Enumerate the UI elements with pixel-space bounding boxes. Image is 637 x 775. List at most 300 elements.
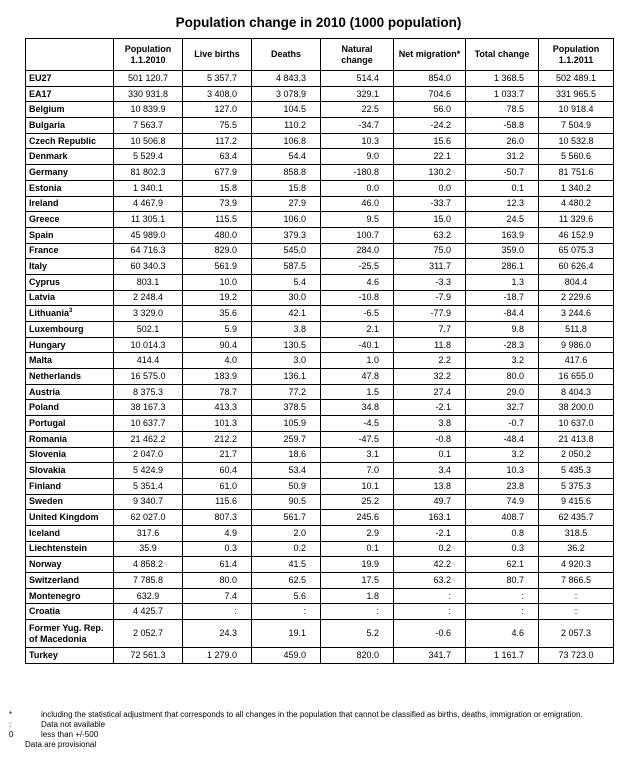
value-cell: -4.5 [321,416,394,432]
country-name: Austria [29,386,61,397]
value-cell: 820.0 [321,648,394,664]
value-cell: 0.2 [394,541,466,557]
value-cell: 62 027.0 [114,510,183,526]
country-cell [26,133,114,149]
value-cell: 21.7 [183,447,252,463]
value-cell: -48.4 [466,431,539,447]
value-cell: 10 506.8 [114,133,183,149]
country-cell [26,196,114,212]
value-cell: 46 152.9 [539,227,614,243]
value-cell: 704.6 [394,86,466,102]
footnote-symbol: * [9,710,13,719]
value-cell: 3 408.0 [183,86,252,102]
footnotes [9,710,620,750]
country-name: Spain [29,229,54,240]
value-cell: 75.0 [394,243,466,259]
country-cell [26,400,114,416]
table-row [26,274,614,290]
value-cell: 511.8 [539,322,614,338]
value-cell: 1 033.7 [466,86,539,102]
country-cell [26,227,114,243]
value-cell: 7 563.7 [114,118,183,134]
value-cell: 3 329.0 [114,306,183,322]
value-cell: 9 340.7 [114,494,183,510]
value-cell: 318.5 [539,525,614,541]
country-name: Slovenia [29,449,67,460]
country-name: Luxembourg [29,323,84,334]
value-cell: 74.9 [466,494,539,510]
footnote [9,730,620,740]
value-cell: 24.3 [183,620,252,648]
country-cell [26,212,114,228]
country-name: Croatia [29,606,61,617]
country-cell [26,306,114,322]
value-cell: 105.9 [252,416,321,432]
country-cell [26,604,114,620]
country-name: Ireland [29,198,59,209]
table-row [26,322,614,338]
value-cell: 3.8 [252,322,321,338]
table-row [26,573,614,589]
country-name: Italy [29,261,48,272]
value-cell: : [466,604,539,620]
value-cell: 42.2 [394,557,466,573]
value-cell: 0.2 [252,541,321,557]
value-cell: 4.0 [183,353,252,369]
value-cell: 545.0 [252,243,321,259]
country-name: Greece [29,214,60,225]
value-cell: 3.0 [252,353,321,369]
country-name: Slovakia [29,465,66,476]
value-cell: 329.1 [321,86,394,102]
value-cell: 10 839.9 [114,102,183,118]
value-cell: -84.4 [466,306,539,322]
value-cell: 130.5 [252,337,321,353]
country-name: Malta [29,355,53,366]
value-cell: 50.9 [252,478,321,494]
country-cell [26,510,114,526]
value-cell: 7 785.8 [114,573,183,589]
value-cell: 63.4 [183,149,252,165]
country-name: Cyprus [29,276,61,287]
value-cell: 0.3 [466,541,539,557]
column-header: Live births [183,39,252,71]
value-cell: 3.4 [394,463,466,479]
value-cell: -2.1 [394,525,466,541]
table-row [26,165,614,181]
value-cell: 77.2 [252,384,321,400]
country-name: United Kingdom [29,512,99,523]
table-row [26,133,614,149]
value-cell: -40.1 [321,337,394,353]
country-name: Estonia [29,182,62,193]
value-cell: : [539,588,614,604]
country-cell [26,353,114,369]
table-row [26,541,614,557]
footnote [9,710,620,720]
footnote-text: including the statistical adjustment that corresponds to all changes in the population that cannot be classified as births, deaths, immigration or emigration. [41,710,583,719]
value-cell: 101.3 [183,416,252,432]
value-cell: 1 161.7 [466,648,539,664]
value-cell: 2.0 [252,525,321,541]
value-cell: 90.4 [183,337,252,353]
country-cell [26,431,114,447]
value-cell: 4 843.3 [252,71,321,87]
value-cell: 4.9 [183,525,252,541]
value-cell: 317.6 [114,525,183,541]
country-cell [26,180,114,196]
value-cell: -25.5 [321,259,394,275]
table-row [26,353,614,369]
value-cell: 19.1 [252,620,321,648]
value-cell: 1.0 [321,353,394,369]
value-cell: -7.9 [394,290,466,306]
value-cell: 64 716.3 [114,243,183,259]
country-name: Iceland [29,527,61,538]
value-cell: 80.7 [466,573,539,589]
country-cell [26,447,114,463]
value-cell: -24.2 [394,118,466,134]
value-cell: 47.8 [321,369,394,385]
value-cell: 15.8 [252,180,321,196]
value-cell: -180.8 [321,165,394,181]
value-cell: 480.0 [183,227,252,243]
value-cell: -34.7 [321,118,394,134]
value-cell: 803.1 [114,274,183,290]
value-cell: 459.0 [252,648,321,664]
value-cell: 163.9 [466,227,539,243]
value-cell: 1 279.0 [183,648,252,664]
value-cell: -0.7 [466,416,539,432]
value-cell: 31.2 [466,149,539,165]
value-cell: 10 014.3 [114,337,183,353]
value-cell: 0.1 [321,541,394,557]
value-cell: 2 057.3 [539,620,614,648]
value-cell: 73 723.0 [539,648,614,664]
value-cell: 3.2 [466,447,539,463]
country-name: France [29,245,59,256]
column-header [26,39,114,71]
country-cell [26,290,114,306]
value-cell: 19.2 [183,290,252,306]
value-cell: -28.3 [466,337,539,353]
value-cell: 9.8 [466,322,539,338]
value-cell: -2.1 [394,400,466,416]
table-row [26,447,614,463]
value-cell: 561.9 [183,259,252,275]
value-cell: 10 918.4 [539,102,614,118]
country-cell [26,86,114,102]
value-cell: 78.5 [466,102,539,118]
value-cell: 53.4 [252,463,321,479]
value-cell: 38 200.0 [539,400,614,416]
value-cell: 3.2 [466,353,539,369]
value-cell: 35.9 [114,541,183,557]
value-cell: -10.8 [321,290,394,306]
country-cell [26,620,114,648]
footnote [9,720,620,730]
table-row [26,227,614,243]
country-cell [26,71,114,87]
value-cell: 29.0 [466,384,539,400]
country-name: Turkey [29,649,58,660]
value-cell: 62.1 [466,557,539,573]
country-cell [26,588,114,604]
value-cell: 22.5 [321,102,394,118]
value-cell: 26.0 [466,133,539,149]
value-cell: 5 375.3 [539,478,614,494]
value-cell: 81 802.3 [114,165,183,181]
value-cell: 115.5 [183,212,252,228]
value-cell: -0.6 [394,620,466,648]
value-cell: 286.1 [466,259,539,275]
value-cell: 60.4 [183,463,252,479]
value-cell: 110.2 [252,118,321,134]
value-cell: -33.7 [394,196,466,212]
value-cell: 15.6 [394,133,466,149]
table-row [26,369,614,385]
country-name: Denmark [29,151,68,162]
value-cell: 130.2 [394,165,466,181]
value-cell: 65 075.3 [539,243,614,259]
value-cell: 11.8 [394,337,466,353]
value-cell: 41.5 [252,557,321,573]
value-cell: 9.0 [321,149,394,165]
value-cell: 16 575.0 [114,369,183,385]
table-header [26,39,614,71]
value-cell: 117.2 [183,133,252,149]
value-cell: 330 931.8 [114,86,183,102]
value-cell: -77.9 [394,306,466,322]
value-cell: -18.7 [466,290,539,306]
country-cell [26,149,114,165]
value-cell: 61.4 [183,557,252,573]
value-cell: : [539,604,614,620]
value-cell: 2.9 [321,525,394,541]
value-cell: 2.2 [394,353,466,369]
footnote-symbol: 0 [9,730,14,739]
column-header: Population 1.1.2011 [539,39,614,71]
value-cell: 35.6 [183,306,252,322]
value-cell: 0.8 [466,525,539,541]
footnote-symbol: : [9,720,12,729]
value-cell: 60 626.4 [539,259,614,275]
country-name: Poland [29,402,60,413]
country-cell [26,525,114,541]
country-cell [26,322,114,338]
table-row [26,102,614,118]
value-cell: 4 920.3 [539,557,614,573]
value-cell: 2 052.7 [114,620,183,648]
value-cell: 115.6 [183,494,252,510]
population-table [25,38,614,664]
value-cell: -0.8 [394,431,466,447]
value-cell: 4 858.2 [114,557,183,573]
value-cell: 212.2 [183,431,252,447]
value-cell: 3.8 [394,416,466,432]
value-cell: 311.7 [394,259,466,275]
value-cell: 632.9 [114,588,183,604]
country-cell [26,573,114,589]
value-cell: 183.9 [183,369,252,385]
country-name: Sweden [29,496,64,507]
table-row [26,306,614,322]
value-cell: 7.4 [183,588,252,604]
value-cell: 136.1 [252,369,321,385]
value-cell: 80.0 [466,369,539,385]
table-row [26,431,614,447]
value-cell: 46.0 [321,196,394,212]
value-cell: 45 989.0 [114,227,183,243]
value-cell: 807.3 [183,510,252,526]
value-cell: 21 413.8 [539,431,614,447]
value-cell: 10 637.0 [539,416,614,432]
value-cell: 7.0 [321,463,394,479]
value-cell: 9.5 [321,212,394,228]
footnote [25,740,620,750]
country-cell [26,463,114,479]
value-cell: 63.2 [394,573,466,589]
footnote-text: less than +/-500 [41,730,99,739]
value-cell: 17.5 [321,573,394,589]
value-cell: 106.8 [252,133,321,149]
value-cell: 10 532.8 [539,133,614,149]
value-cell: 21 462.2 [114,431,183,447]
country-name: Czech Republic [29,135,97,146]
value-cell: 11 329.6 [539,212,614,228]
value-cell: 5.4 [252,274,321,290]
table-row [26,196,614,212]
value-cell: 5 529.4 [114,149,183,165]
value-cell: 63.2 [394,227,466,243]
value-cell: 15.8 [183,180,252,196]
value-cell: 587.5 [252,259,321,275]
country-name: Hungary [29,339,66,350]
country-name: Latvia [29,292,56,303]
column-header: Net migration* [394,39,466,71]
value-cell: 25.2 [321,494,394,510]
value-cell: 75.5 [183,118,252,134]
value-cell: 413.3 [183,400,252,416]
value-cell: 23.8 [466,478,539,494]
value-cell: 49.7 [394,494,466,510]
table-row [26,180,614,196]
value-cell: 8 375.3 [114,384,183,400]
country-name: Liechtenstein [29,543,88,554]
value-cell: 10.3 [466,463,539,479]
country-name: Switzerland [29,574,80,585]
value-cell: 359.0 [466,243,539,259]
table-row [26,604,614,620]
value-cell: : [183,604,252,620]
country-cell [26,648,114,664]
country-name: Portugal [29,417,66,428]
value-cell: 4.6 [321,274,394,290]
value-cell: 331 965.5 [539,86,614,102]
country-cell [26,118,114,134]
value-cell: 9 986.0 [539,337,614,353]
value-cell: 5.2 [321,620,394,648]
table-row [26,384,614,400]
value-cell: 502.1 [114,322,183,338]
value-cell: 22.1 [394,149,466,165]
value-cell: 27.4 [394,384,466,400]
value-cell: 1.5 [321,384,394,400]
value-cell: 502 489.1 [539,71,614,87]
value-cell: 7 866.5 [539,573,614,589]
value-cell: 15.0 [394,212,466,228]
value-cell: 854.0 [394,71,466,87]
value-cell: 3.1 [321,447,394,463]
value-cell: 19.9 [321,557,394,573]
value-cell: 5.9 [183,322,252,338]
value-cell: 0.1 [394,447,466,463]
value-cell: 2 047.0 [114,447,183,463]
country-cell [26,557,114,573]
table-row [26,259,614,275]
column-header: Deaths [252,39,321,71]
value-cell: 13.8 [394,478,466,494]
table-row [26,149,614,165]
value-cell: 4 467.9 [114,196,183,212]
country-name: Finland [29,480,61,491]
value-cell: 73.9 [183,196,252,212]
value-cell: 163.1 [394,510,466,526]
value-cell: 0.0 [321,180,394,196]
value-cell: 60 340.3 [114,259,183,275]
country-name: Germany [29,166,69,177]
value-cell: 4 425.7 [114,604,183,620]
value-cell: 36.2 [539,541,614,557]
table-row [26,71,614,87]
value-cell: 414.4 [114,353,183,369]
value-cell: 38 167.3 [114,400,183,416]
value-cell: 514.4 [321,71,394,87]
value-cell: 127.0 [183,102,252,118]
value-cell: 5.6 [252,588,321,604]
column-header: Total change [466,39,539,71]
value-cell: : [252,604,321,620]
value-cell: 7 504.9 [539,118,614,134]
country-name: EU27 [29,72,52,83]
value-cell: -3.3 [394,274,466,290]
country-name: Romania [29,433,68,444]
value-cell: 829.0 [183,243,252,259]
value-cell: 677.9 [183,165,252,181]
value-cell: 10.0 [183,274,252,290]
value-cell: 80.0 [183,573,252,589]
country-cell [26,165,114,181]
value-cell: 5 351.4 [114,478,183,494]
value-cell: 3 244.6 [539,306,614,322]
value-cell: 106.0 [252,212,321,228]
table-row [26,494,614,510]
value-cell: -50.7 [466,165,539,181]
country-cell [26,243,114,259]
country-name: Netherlands [29,370,82,381]
table-row [26,510,614,526]
value-cell: 259.7 [252,431,321,447]
country-name: EA17 [29,88,52,99]
value-cell: 245.6 [321,510,394,526]
value-cell: : [394,588,466,604]
value-cell: 104.5 [252,102,321,118]
value-cell: 10 637.7 [114,416,183,432]
country-cell [26,541,114,557]
header-row [26,39,614,71]
value-cell: 61.0 [183,478,252,494]
country-cell [26,274,114,290]
